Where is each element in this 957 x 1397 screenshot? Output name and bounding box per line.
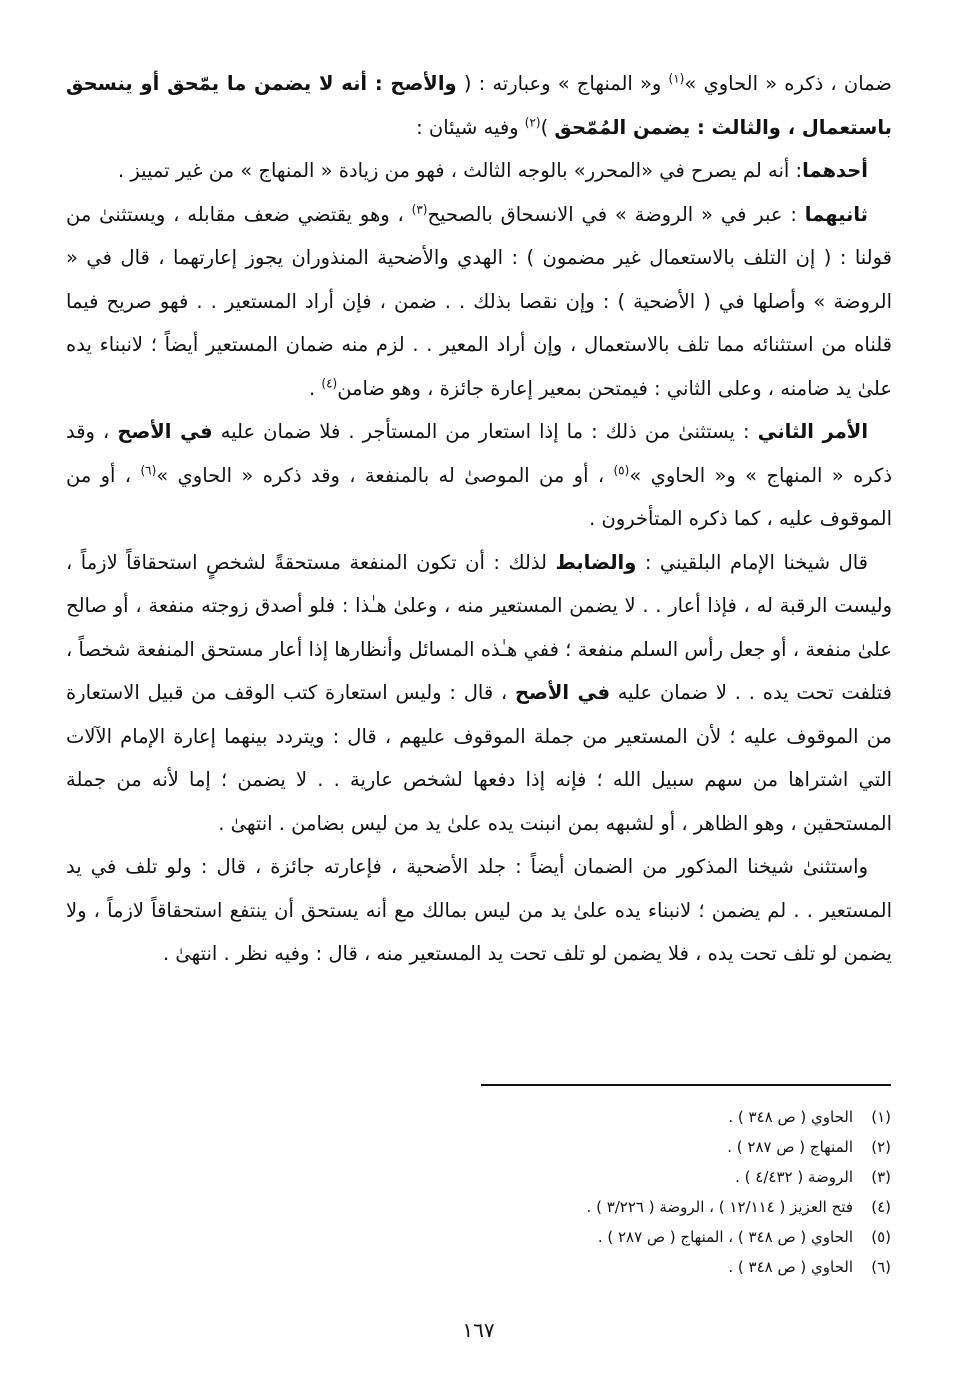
footnote-number: (٢) xyxy=(871,1138,891,1156)
text-segment: وفيه شيئان : xyxy=(416,115,525,139)
footnote-text: الحاوي ( ص ٣٤٨ ) . xyxy=(728,1108,853,1126)
text-segment: : أنه لم يصرح في «المحرر» بالوجه الثالث ، فهو من زيادة « المنهاج » من غير تمييز . xyxy=(117,159,803,182)
text-segment: لذلك : أن تكون المنفعة مستحقةً لشخصٍ استحقاقاً لازماً ، وليست الرقبة له ، فإذا أعار . . لا يضمن المستعير منه ، وعلىٰ هـٰذا : فلو أصدق زوجته منفعة ، أو صالح علىٰ منفعة ، أو جعل رأس السلم منفعة ؛ ففي هـٰذه المسائل وأنظارها إذا أعار مستحق المنفعة شخصاً ، فتلفت تحت يده . . لا ضمان عليه xyxy=(66,550,893,704)
footnote-ref[interactable]: (٦) xyxy=(140,463,157,477)
paragraph-3 xyxy=(66,193,892,411)
page-number: ١٦٧ xyxy=(462,1318,495,1342)
text-segment: ضمان ، ذكره « الحاوي » xyxy=(684,72,892,95)
footnote-ref[interactable]: (٥) xyxy=(613,463,630,477)
bold-term: في الأصح xyxy=(515,681,610,704)
footnote-separator xyxy=(481,1084,891,1086)
footnote-number: (٤) xyxy=(871,1198,891,1216)
footnote-ref[interactable]: (١) xyxy=(668,71,685,86)
footnote-item xyxy=(371,1222,891,1252)
text-segment: قال شيخنا الإمام البلقيني : xyxy=(636,550,868,574)
footnote-ref[interactable]: (٢) xyxy=(524,115,541,129)
footnote-ref[interactable]: (٤) xyxy=(321,376,338,390)
bold-term: في الأصح xyxy=(117,420,213,443)
footnote-text: الروضة ( ٤/٤٣٢ ) . xyxy=(735,1168,853,1186)
text-segment: : عبر في « الروضة » في الانسحاق بالصحيح xyxy=(427,202,805,226)
text-segment: و« المنهاج » وعبارته : ( xyxy=(456,72,669,95)
page-body xyxy=(66,62,892,976)
bold-heading: أحدهما xyxy=(802,159,868,182)
footnote-text: فتح العزيز ( ١٢/١١٤ ) ، الروضة ( ٣/٢٢٦ ) . xyxy=(586,1198,853,1216)
paragraph-1 xyxy=(66,62,892,149)
footnote-text: الحاوي ( ص ٣٤٨ ) . xyxy=(728,1258,853,1276)
footnotes xyxy=(371,1102,891,1282)
text-segment: ، وقد ذكره « المنهاج » و« الحاوي » xyxy=(66,420,893,487)
footnote-item xyxy=(371,1162,891,1192)
bold-heading: ثانيهما xyxy=(804,202,868,226)
text-segment: : يستثنىٰ من ذلك : ما إذا استعار من المستأجر . فلا ضمان عليه xyxy=(212,420,758,443)
footnote-number: (١) xyxy=(871,1108,891,1126)
text-segment: ) xyxy=(540,115,555,139)
footnote-item xyxy=(371,1132,891,1162)
main-text xyxy=(66,62,892,976)
text-segment: . xyxy=(308,376,322,400)
text-segment: ، قال : وليس استعارة كتب الوقف من قبيل الاستعارة من الموقوف عليه ؛ لأن المستعير من جملة الموقوف عليهم ، قال : ويتردد بينهما إعارة الإمام الآلات التي اشتراها من سهم سبيل الله ؛ فإنه إذا دفعها لشخص عارية . . لا يضمن ؛ إما لأنه من جملة المستحقين ، وهو الظاهر ، أو لشبهه بمن انبنت يده علىٰ يد من ليس بضامن . انتهىٰ . xyxy=(66,681,892,835)
text-segment: ، أو من الموصىٰ له بالمنفعة ، وقد ذكره « الحاوي » xyxy=(156,463,614,487)
paragraph-5 xyxy=(66,541,892,846)
footnote-number: (٦) xyxy=(871,1258,891,1276)
footnote-text: المنهاج ( ص ٢٨٧ ) . xyxy=(727,1138,853,1156)
bold-heading: الأمر الثاني xyxy=(757,420,869,443)
footnote-text: الحاوي ( ص ٣٤٨ ) ، المنهاج ( ص ٢٨٧ ) . xyxy=(597,1228,853,1246)
text-segment: ، أو من الموقوف عليه ، كما ذكره المتأخرون . xyxy=(66,463,892,530)
footnote-item xyxy=(371,1252,891,1282)
text-segment: واستثنىٰ شيخنا المذكور من الضمان أيضاً : جلد الأضحية ، فإعارته جائزة ، قال : ولو تلف في يد المستعير . . لم يضمن ؛ لانبناء يده علىٰ يد من ليس بمالك مع أنه يستحق أن ينتفع استحقاقاً لازماً ، ولا يضمن لو تلف تحت يده ، فلا يضمن لو تلف تحت يد المستعير منه ، قال : وفيه نظر . انتهىٰ . xyxy=(66,855,892,965)
paragraph-6 xyxy=(66,845,892,976)
paragraph-4 xyxy=(66,410,892,541)
text-segment: ، وهو يقتضي ضعف مقابله ، ويستثنىٰ من قولنا : ( إن التلف بالاستعمال غير مضمون ) : الهدي والأضحية المنذوران يجوز إعارتهما ، قال في « الروضة » وأصلها في ( الأضحية ) : وإن نقصا بذلك . . ضمن ، فإن أراد المستعير . . فهو صريح فيما قلناه من استثنائه مما تلف بالاستعمال ، وإن أراد المعير . . لزم منه ضمان المستعير أيضاً ؛ لانبناء يده علىٰ يد ضامنه ، وعلى الثاني : فيمتحن بمعير إعارة جائزة ، وهو ضامن xyxy=(66,202,892,400)
bold-term: والضابط xyxy=(555,550,637,574)
footnote-ref[interactable]: (٣) xyxy=(411,202,428,216)
footnote-number: (٥) xyxy=(871,1228,891,1246)
footnote-number: (٣) xyxy=(871,1168,891,1186)
bold-quote: والأصح : أنه لا يضمن ما يمّحق أو ينسحق باستعمال ، والثالث : يضمن المُمّحق xyxy=(66,72,892,139)
footnote-item xyxy=(371,1102,891,1132)
paragraph-2 xyxy=(66,149,892,193)
footnote-item xyxy=(371,1192,891,1222)
